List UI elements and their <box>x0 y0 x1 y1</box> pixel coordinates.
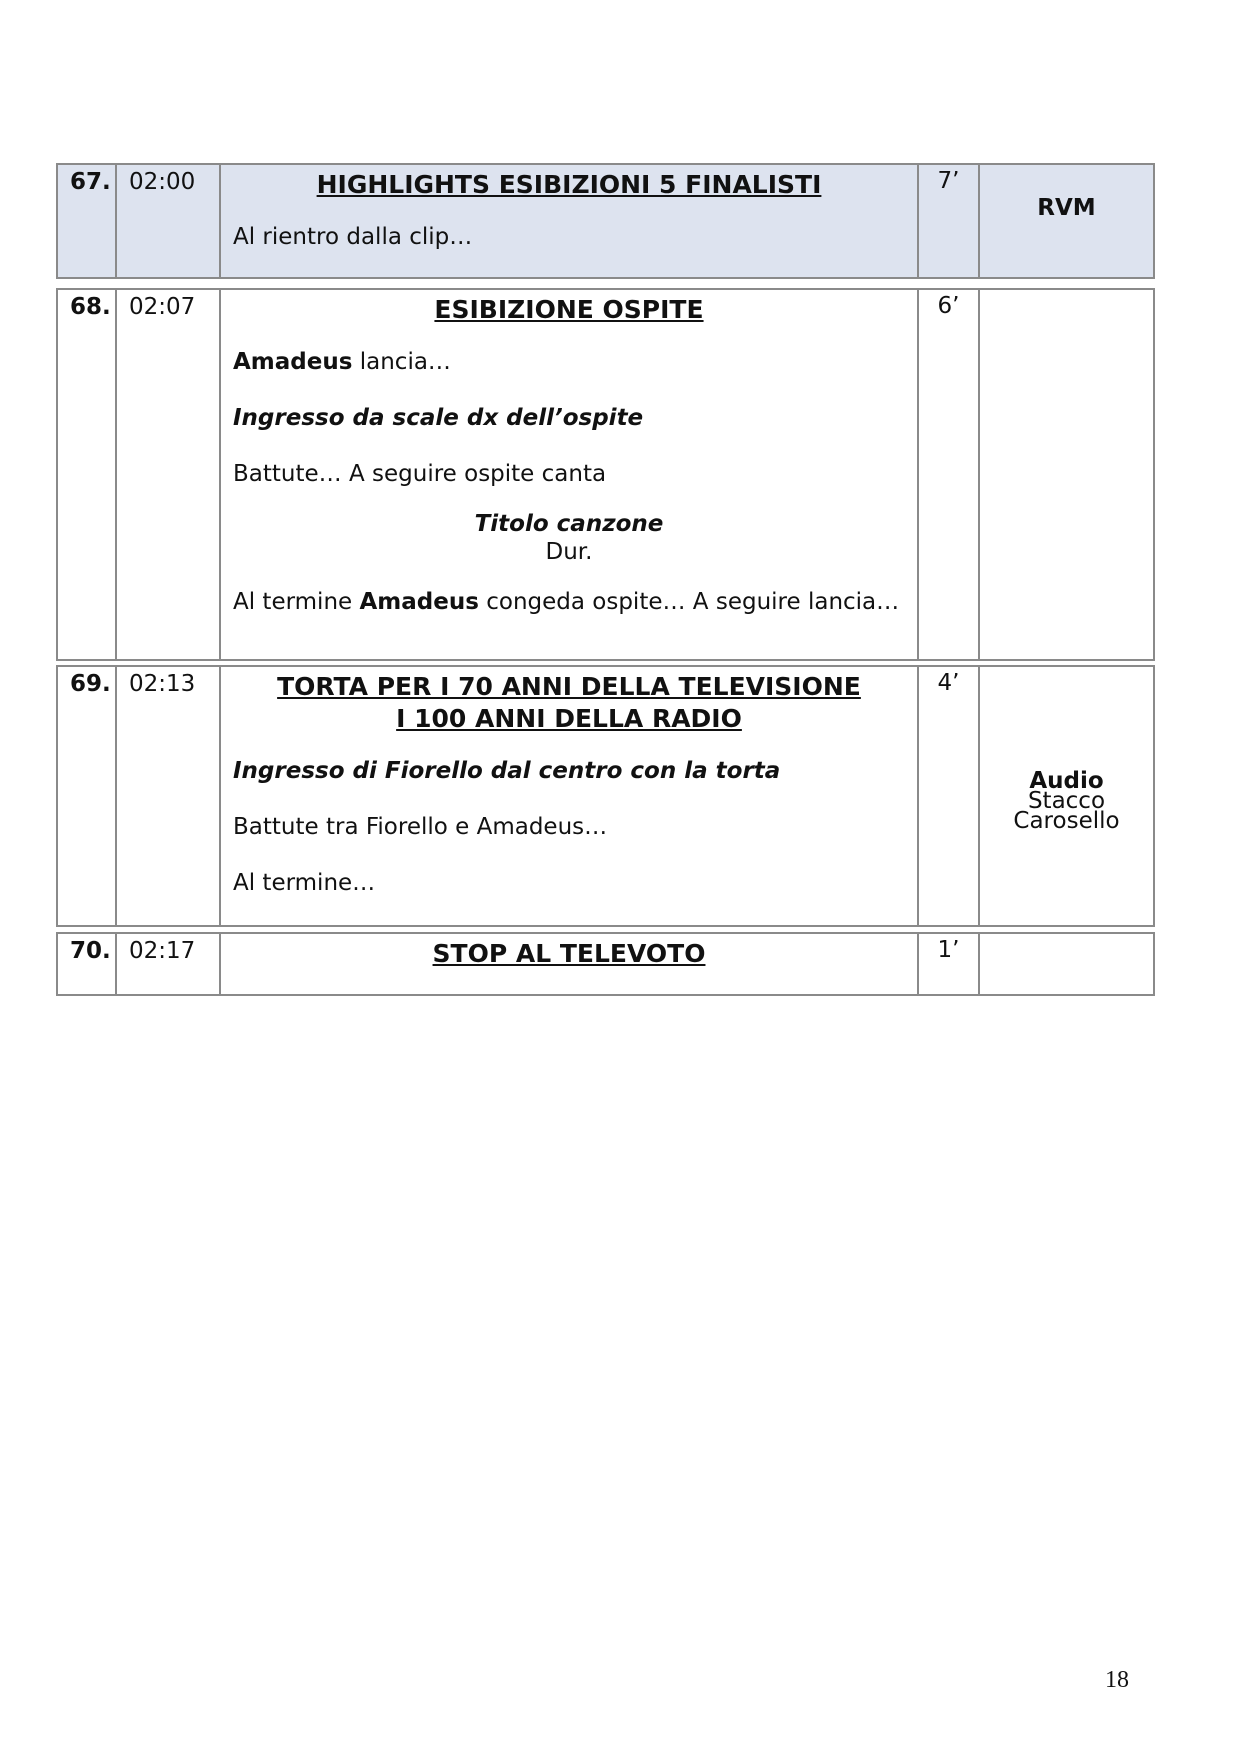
note-text: Stacco Carosello <box>1013 788 1120 834</box>
segment-line: Al termine… <box>233 870 376 896</box>
row-content <box>220 164 918 278</box>
segment-line: Battute… A seguire ospite canta <box>233 461 607 487</box>
row-time: 02:13 <box>116 666 220 926</box>
rundown-row-69 <box>56 665 1155 927</box>
segment-title: ESIBIZIONE OSPITE <box>434 295 704 324</box>
song-title: Titolo canzone <box>474 511 664 537</box>
stage-direction: Ingresso da scale dx dell’ospite <box>233 405 644 431</box>
row-number: 67. <box>57 164 116 278</box>
segment-subtitle: I 100 ANNI DELLA RADIO <box>396 704 742 733</box>
row-time: 02:07 <box>116 289 220 660</box>
row-time: 02:00 <box>116 164 220 278</box>
page-number: 18 <box>1105 1667 1129 1693</box>
row-duration: 1’ <box>918 933 979 995</box>
row-duration: 6’ <box>918 289 979 660</box>
row-number: 69. <box>57 666 116 926</box>
row-note <box>979 164 1154 278</box>
note-label: RVM <box>1037 195 1096 221</box>
host-name: Amadeus <box>359 589 479 615</box>
segment-title: HIGHLIGHTS ESIBIZIONI 5 FINALISTI <box>316 170 822 199</box>
rundown-row-67 <box>56 163 1155 279</box>
row-note <box>979 289 1154 660</box>
segment-line: Al termine Amadeus congeda ospite… A seguire lancia… <box>233 589 900 615</box>
row-time: 02:17 <box>116 933 220 995</box>
row-number: 70. <box>57 933 116 995</box>
segment-line: Battute tra Fiorello e Amadeus… <box>233 814 608 840</box>
row-duration: 4’ <box>918 666 979 926</box>
row-number: 68. <box>57 289 116 660</box>
segment-title: TORTA PER I 70 ANNI DELLA TELEVISIONE <box>277 672 861 701</box>
segment-title: STOP AL TELEVOTO <box>432 939 706 968</box>
rundown-row-68 <box>56 288 1155 661</box>
segment-line: Amadeus lancia… <box>233 349 451 375</box>
stage-direction: Ingresso di Fiorello dal centro con la torta <box>233 758 781 784</box>
rundown-row-70 <box>56 932 1155 996</box>
host-name: Amadeus <box>233 349 353 375</box>
row-content <box>220 933 918 995</box>
row-content <box>220 289 918 660</box>
song-duration: Dur. <box>545 539 593 565</box>
row-note <box>979 666 1154 926</box>
row-duration: 7’ <box>918 164 979 278</box>
row-note <box>979 933 1154 995</box>
segment-line: Al rientro dalla clip… <box>233 224 473 250</box>
note-label: Audio <box>1029 768 1104 794</box>
row-content <box>220 666 918 926</box>
